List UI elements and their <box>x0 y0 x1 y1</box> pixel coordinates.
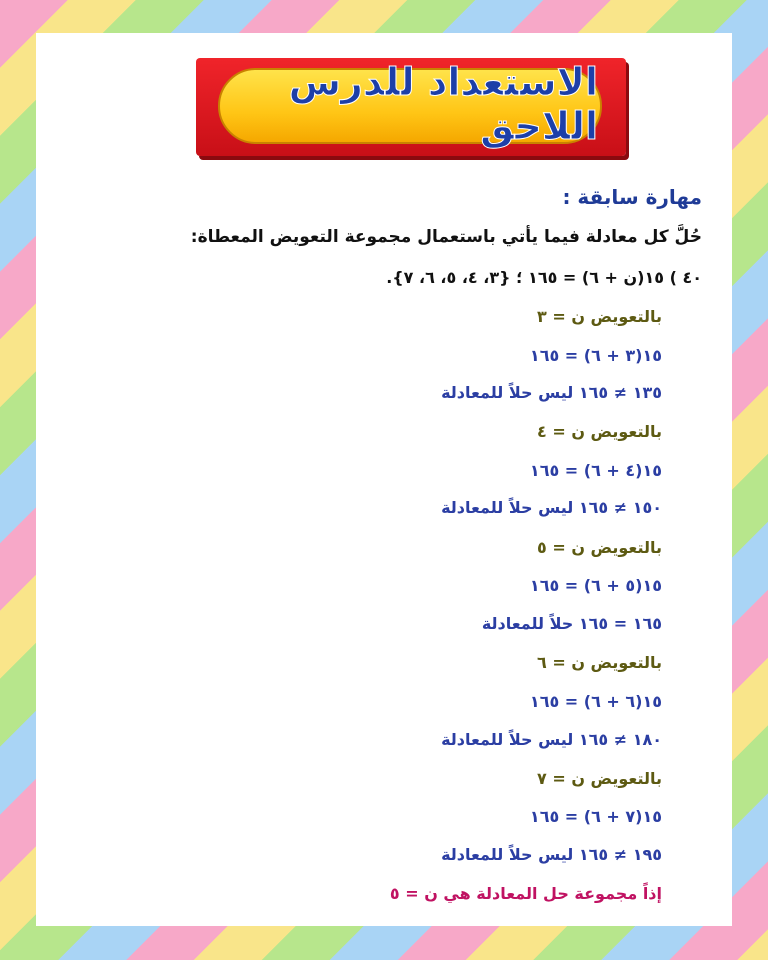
equation-line-3: ١٥(٥ + ٦) = ١٦٥ <box>529 576 662 595</box>
substitution-line-5: بالتعويض ن = ٧ <box>537 769 662 788</box>
problem-statement: ٤٠ ) ١٥(ن + ٦) = ١٦٥ ؛ {٣، ٤، ٥، ٦، ٧}. <box>386 268 702 287</box>
equation-line-5: ١٥(٧ + ٦) = ١٦٥ <box>529 807 662 826</box>
skill-heading: مهارة سابقة : <box>562 185 702 209</box>
result-line-4: ١٨٠ ≠ ١٦٥ ليس حلاً للمعادلة <box>441 730 662 749</box>
worksheet-page <box>36 33 732 926</box>
result-line-1: ١٣٥ ≠ ١٦٥ ليس حلاً للمعادلة <box>441 383 662 402</box>
equation-line-1: ١٥(٣ + ٦) = ١٦٥ <box>529 346 662 365</box>
substitution-line-3: بالتعويض ن = ٥ <box>537 538 662 557</box>
substitution-line-1: بالتعويض ن = ٣ <box>537 307 662 326</box>
instruction-text: حُلَّ كل معادلة فيما يأتي باستعمال مجموعة التعويض المعطاة: <box>190 227 702 247</box>
result-line-3: ١٦٥ = ١٦٥ حلاً للمعادلة <box>481 614 662 633</box>
conclusion-line: إذاً مجموعة حل المعادلة هي ن = ٥ <box>389 884 662 903</box>
banner-title: الاستعداد للدرس اللاحق <box>288 60 598 148</box>
equation-line-4: ١٥(٦ + ٦) = ١٦٥ <box>529 692 662 711</box>
substitution-line-2: بالتعويض ن = ٤ <box>537 422 662 441</box>
lesson-banner <box>196 58 626 164</box>
result-line-2: ١٥٠ ≠ ١٦٥ ليس حلاً للمعادلة <box>441 498 662 517</box>
equation-line-2: ١٥(٤ + ٦) = ١٦٥ <box>529 461 662 480</box>
result-line-5: ١٩٥ ≠ ١٦٥ ليس حلاً للمعادلة <box>441 845 662 864</box>
substitution-line-4: بالتعويض ن = ٦ <box>537 653 662 672</box>
